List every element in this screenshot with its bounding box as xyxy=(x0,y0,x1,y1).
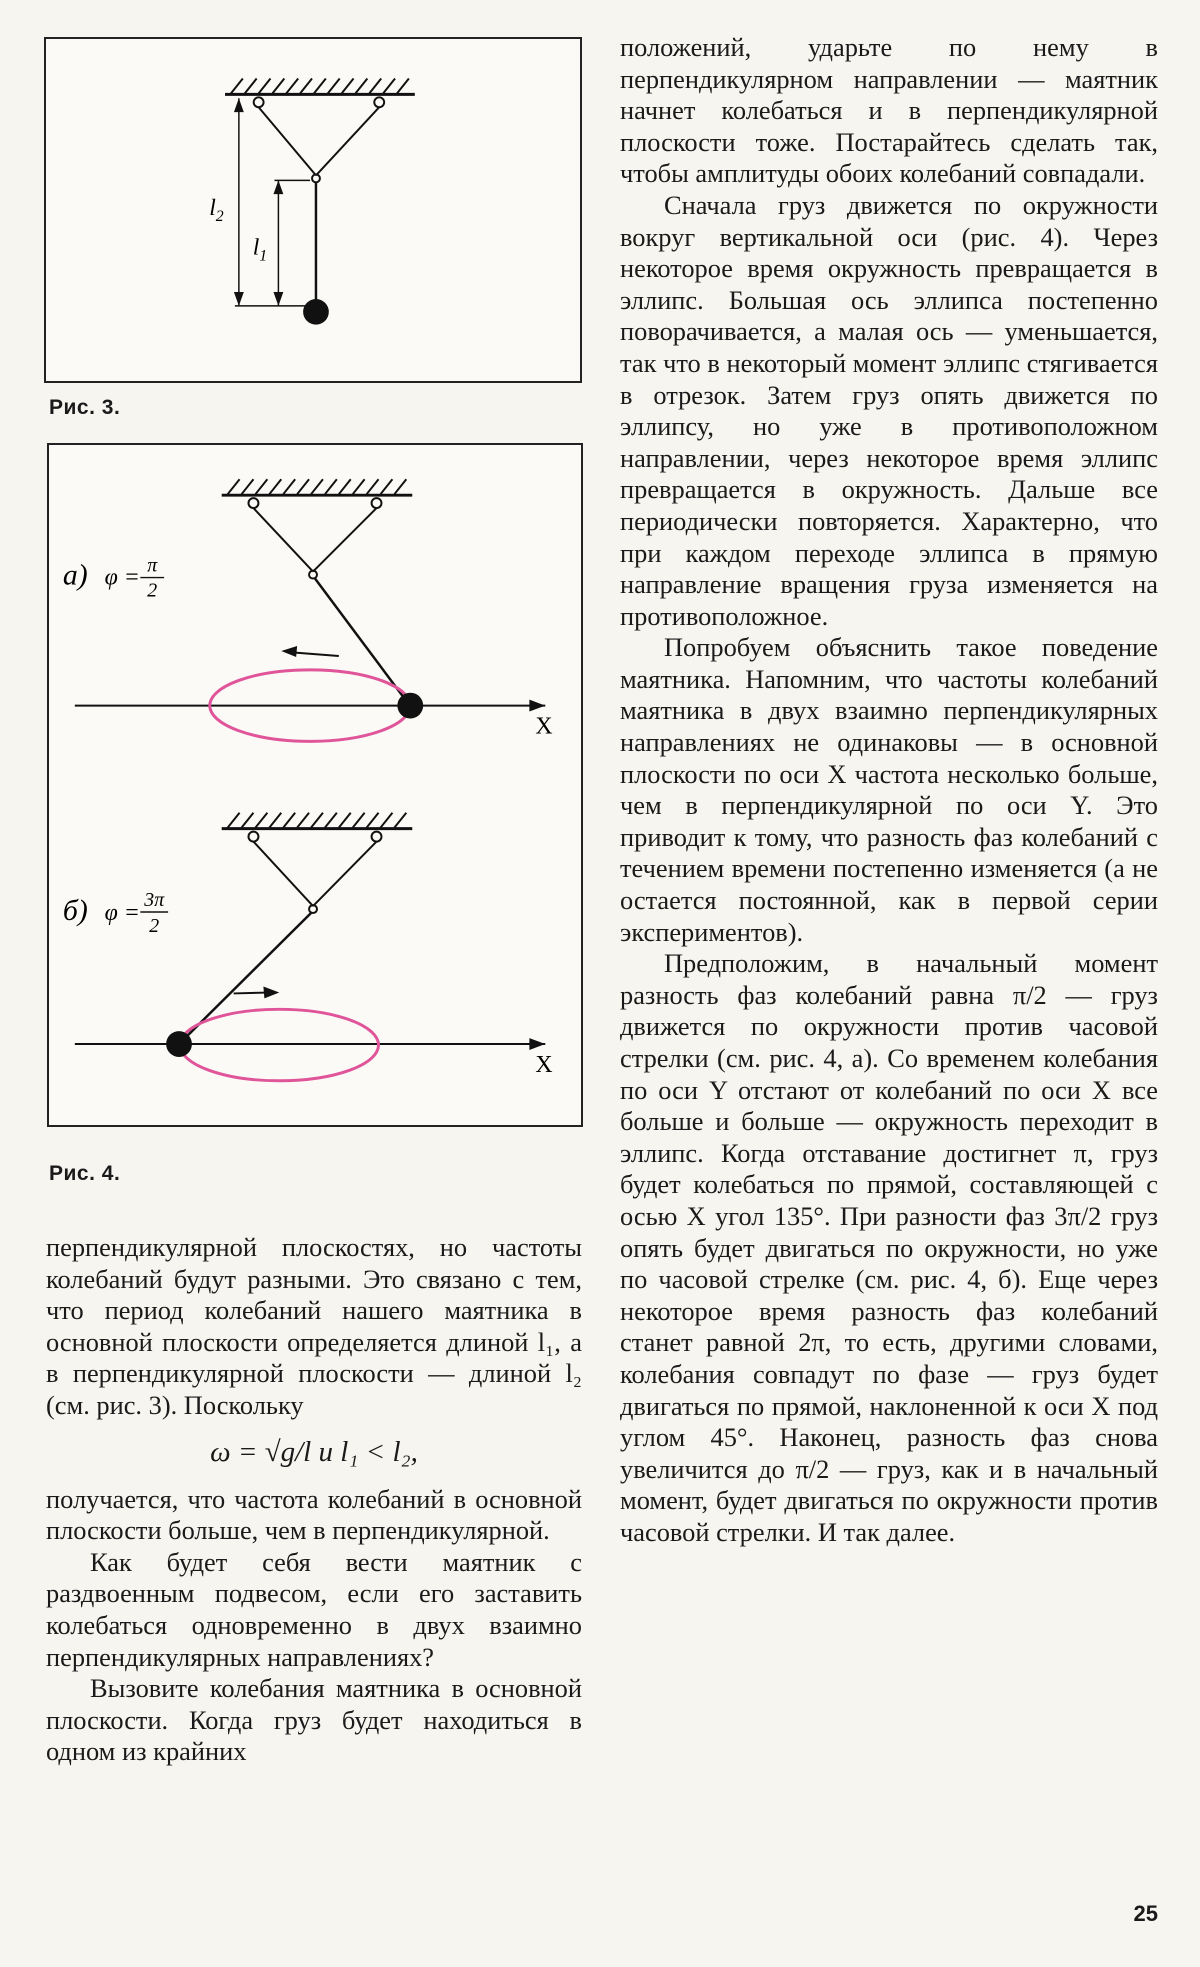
figure-4-caption: Рис. 4. xyxy=(49,1162,121,1185)
axis-label-a: X xyxy=(535,713,553,740)
panel-b-denominator: 2 xyxy=(149,914,160,937)
arrow-l2-bottom xyxy=(234,292,244,306)
knot xyxy=(312,174,320,182)
formula: ω = √g/l и l₁ < l₂, xyxy=(210,1435,418,1468)
knot-b xyxy=(309,905,317,913)
left-paragraph-2: получается, что частота колебаний в основной плоскости больше, чем в перпендикулярной. xyxy=(46,1483,582,1546)
arrow-l1-top xyxy=(273,180,283,194)
left-paragraph-1: перпендикулярной плоскостях, но частоты колебаний будут разными. Это связано с тем, что период колебаний нашего маятника в основной плоскости определяется длиной l₁, а в перпендикулярной плоскости — длиной l₂ (см. рис. 3). Поскольку xyxy=(46,1232,582,1420)
left-string-b xyxy=(253,842,313,907)
panel-a xyxy=(63,479,553,741)
left-string-a xyxy=(253,508,313,572)
x-axis-arrow-b xyxy=(529,1038,545,1050)
figure-3-drawing xyxy=(46,39,580,381)
left-hook-a xyxy=(249,498,259,508)
left-paragraph-3: Как будет себя вести маятник с раздвоенным подвесом, если его заставить колебаться одновременно в двух взаимно перпендикулярных направлениях? xyxy=(46,1546,582,1672)
figure-3 xyxy=(44,37,582,383)
right-column xyxy=(620,32,1158,1549)
left-hook xyxy=(254,97,264,107)
page-number: 25 xyxy=(1133,1901,1158,1926)
direction-arrowhead-a xyxy=(281,646,297,657)
right-string-b xyxy=(313,842,377,907)
arrow-l2-top xyxy=(234,98,244,112)
panel-b-numerator: 3π xyxy=(144,889,165,912)
figure-3-caption: Рис. 3. xyxy=(49,396,121,419)
figure-4-drawing xyxy=(49,445,581,1125)
panel-b xyxy=(63,813,553,1081)
panel-a-denominator: 2 xyxy=(147,579,158,602)
panel-b-phi: φ = xyxy=(104,899,140,926)
panel-a-letter: а) xyxy=(62,558,88,592)
bob-a xyxy=(397,693,423,719)
right-paragraph-3: Попробуем объяснить такое поведение маятника. Напомним, что частоты колебаний маятника в двух взаимно перпендикулярных направлениях не одинаковы — в основной плоскости по оси X частота несколько больше, чем в перпендикулярной по оси Y. Это приводит к тому, что разность фаз колебаний с течением времени постепенно изменяется (а не остается постоянной, как в первой серии экспериментов). xyxy=(620,632,1158,947)
arrow-l1-bottom xyxy=(273,292,283,306)
knot-a xyxy=(309,571,317,579)
axis-label-b: X xyxy=(535,1051,553,1078)
right-paragraph-1: положений, ударьте по нему в перпендикулярном направлении — маятник начнет колебаться и в перпендикулярной плоскости тоже. Постарайтесь сделать так, чтобы амплитуды обоих колебаний совпадали. xyxy=(620,32,1158,189)
label-l1: $l_1$ xyxy=(252,234,268,265)
panel-a-numerator: π xyxy=(147,554,158,577)
label-l2: $l_2$ xyxy=(209,194,224,225)
right-paragraph-4: Предположим, в начальный момент разность фаз колебаний равна π/2 — груз движется по окружности против часовой стрелки (см. рис. 4, а). Со временем колебания по оси Y отстают от колебаний по оси X все больше и больше — окружность переходит в эллипс. Когда отставание достигнет π, груз будет колебаться по прямой, составляющей с осью X угол 135°. При разности фаз 3π/2 груз опять будет двигаться по окружности, но уже по часовой стрелке (см. рис. 4, б). Еще через некоторое время разность фаз колебаний станет равной 2π, то есть, другими словами, колебания совпадут по фазе — груз будет двигаться по прямой, наклоненной к оси X под углом 45°. Наконец, разность фаз снова увеличится до π/2 — груз, как и в начальный момент, будет двигаться по окружности против часовой стрелки. И так далее. xyxy=(620,948,1158,1547)
left-paragraph-4: Вызовите колебания маятника в основной плоскости. Когда груз будет находиться в одном из крайних xyxy=(46,1673,582,1767)
right-paragraph-2: Сначала груз движется по окружности вокруг вертикальной оси (рис. 4). Через некоторое время окружность превращается в эллипс. Большая ось эллипса постепенно поворачивается, а малая ось — уменьшается, так что в некоторый момент эллипс стягивается в отрезок. Затем груз опять движется по эллипсу, но уже в противоположном направлении, через некоторое время эллипс превращается в окружность. Дальше все периодически повторяется. Характерно, что при каждом переходе эллипса в прямую направление вращения груза изменяется на противоположное. xyxy=(620,189,1158,631)
bob-b xyxy=(166,1031,192,1057)
panel-b-letter: б) xyxy=(62,893,88,927)
right-hook xyxy=(374,97,384,107)
ceiling-hatch-a xyxy=(228,479,407,494)
figure-4 xyxy=(47,443,583,1127)
ceiling-hatch-b xyxy=(228,813,407,828)
left-hook-b xyxy=(249,832,259,842)
bob xyxy=(303,299,329,325)
x-axis-arrow-a xyxy=(529,700,545,712)
right-string-a xyxy=(313,508,377,572)
left-string xyxy=(259,107,316,175)
right-hook-a xyxy=(372,498,382,508)
panel-a-phi: φ = xyxy=(104,564,140,591)
ceiling-hatch xyxy=(231,79,409,94)
right-hook-b xyxy=(372,832,382,842)
right-string xyxy=(316,107,379,175)
direction-arrowhead-b xyxy=(263,986,279,998)
left-column xyxy=(46,1232,582,1768)
